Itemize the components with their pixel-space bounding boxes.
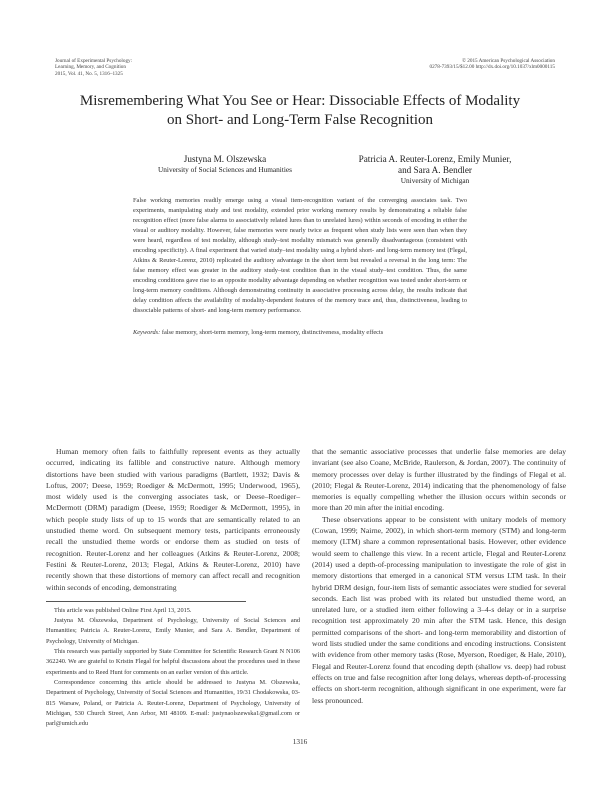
body-paragraph: Human memory often fails to faithfully represent events as they actually occurred, indicating its fallible and constructive nature. Although memory distortions have been studied with various paradigms (Bartlett, 1932; Davis & Loftus, 2007; Deese, 1959; Roediger & McDermott, 1995; Underwood, 1965), most widely used is the converging associates task, or Deese–Roediger–McDermott (DRM) paradigm (Deese, 1959; Roediger & McDermott, 1995), in which people study lists of up to 15 words that are semantically related to an unstudied theme word. On subsequent memory tests, participants erroneously recall the unstudied theme words or endorse them as studied on tests of recognition. Reuter-Lorenz and her colleagues (Atkins & Reuter-Lorenz, 2008; Festini & Reuter-Lorenz, 2013; Flegal, Atkins & Reuter-Lorenz, 2010) have recently shown that these distortions of memory can affect recall and recognition within seconds of encoding, demonstrating — [46, 447, 300, 592]
copyright-line: © 2015 American Psychological Association — [462, 58, 555, 64]
author-names: Patricia A. Reuter-Lorenz, Emily Munier, — [358, 154, 512, 164]
right-column — [312, 446, 566, 706]
footnote-divider — [46, 601, 246, 602]
copyright-info — [429, 58, 555, 71]
keywords-label: Keywords: — [133, 329, 161, 336]
journal-line: 2015, Vol. 41, No. 5, 1316–1325 — [55, 70, 123, 77]
author-block — [140, 154, 310, 174]
footnotes — [46, 606, 300, 730]
footnote: Correspondence concerning this article should be addressed to Justyna M. Olszewska, Department of Psychology, University of Social Sciences and Humanities, 19/31 Chodakowska, 03-815 Warsaw, Poland, or Patricia A. Reuter-Lorenz, Department of Psychology, University of Michigan, 530 Church Street, Ann Arbor, MI 48109. E-mail: justynaolszewska1@gmail.com or parl@umich.edu — [46, 678, 300, 728]
journal-citation — [55, 58, 132, 77]
footnote: This research was partially supported by State Committee for Scientific Research Grant N N106 362240. We are grateful to Kristin Flegal for helpful discussions about the procedures used in these experiments and to Reed Hunt for comments on an earlier version of this article. — [46, 648, 300, 676]
author-block — [320, 154, 550, 185]
abstract: False working memories readily emerge using a visual item-recognition variant of the converging associates task. Two experiments, manipulating study and test modality, extended prior working memory results by demonstrating a reliable false recognition effect (more false alarms to associatively related lures than to unrelated lures) within seconds of encoding in either the visual or auditory modality. However, false memories were nearly twice as frequent when study lists were seen than when they were heard, regardless of test modality, although study–test modality mismatch was generally disadvantageous (consistent with encoding specificity). A final experiment that varied study–test modality using a hybrid short- and long-term memory test (Flegal, Atkins & Reuter-Lorenz, 2010) replicated the auditory advantage in the short term but revealed a reversal in the long term: The false memory effect was greater in the auditory study–test condition than in the visual study–test condition. Thus, the same encoding conditions gave rise to an opposite modality advantage depending on whether recognition was tested under short-term or long-term memory conditions. Although demonstrating continuity in associative processing across delay, the results indicate that delay condition affects the availability of modality-dependent features of the memory trace and, thus, distinctiveness, leading to dissociable patterns of short- and long-term memory performance. — [133, 197, 467, 314]
body-paragraph: These observations appear to be consistent with unitary models of memory (Cowan, 1999; Nairne, 2002), in which short-term memory (STM) and long-term memory (LTM) share a common representational basis. However, other evidence would seem to challenge this view. In a recent article, Flegal and Reuter-Lorenz (2014) used a depth-of-processing manipulation to investigate the role of gist in memory distortions that emerged in a canonical STM versus LTM task. In their hybrid DRM design, four-item lists of semantic associates were studied for several seconds. Each list was probed with its related but unstudied theme word, an unrelated lure, or a studied item either following a 3–4-s delay or in a surprise recognition test approximately 20 min after the STM task. Hence, this design permitted comparisons of the short- and long-term memorability and distortion of word lists studied under the same conditions and encoding instructions. Consistent with evidence from other memory tasks (Rose, Myerson, Roediger, & Hale, 2010), Flegal and Reuter-Lorenz found that encoding depth (shallow vs. deep) had robust effects on true and false recognition after long delays, whereas depth-of-processing effects on short-term recognition, although significant in one experiment, were far less pronounced. — [312, 514, 566, 705]
author-affiliation: University of Michigan — [400, 176, 470, 185]
front-matter — [133, 196, 467, 338]
author-affiliation: University of Social Sciences and Humanities — [158, 165, 292, 174]
journal-line: Learning, Memory, and Cognition — [55, 64, 126, 71]
doi-line: 0278-7393/15/$12.00 http://dx.doi.org/10.1037/xlm0000115 — [429, 64, 555, 71]
footnote: Justyna M. Olszewska, Department of Psychology, University of Social Sciences and Humanities; Patricia A. Reuter-Lorenz, Emily Munier, and Sara A. Bendler, Department of Psychology, University of Michigan. — [46, 617, 300, 645]
title-line: on Short- and Long-Term False Recognition — [167, 112, 433, 128]
body-paragraph: that the semantic associative processes that underlie false memories are delay invariant (see also Coane, McBride, Raulerson, & Jordan, 2007). The continuity of memory processes over delay is further illustrated by the findings of Flegal et al. (2010; Flegal & Reuter-Lorenz, 2014) indicating that the phenomenology of false memories is equally compelling whether the illusion occurs within seconds or more than 20 min after the initial encoding. — [312, 447, 566, 513]
paper-title — [0, 92, 600, 130]
main-body — [46, 446, 566, 747]
author-names: and Sara A. Bendler — [398, 165, 472, 175]
keywords-text: false memory, short-term memory, long-term memory, distinctiveness, modality effects — [161, 329, 384, 336]
keywords — [133, 328, 467, 338]
footnote: This article was published Online First April 13, 2015. — [54, 606, 192, 614]
body-columns — [46, 446, 566, 729]
left-column — [46, 446, 300, 729]
author-names: Justyna M. Olszewska — [183, 154, 267, 164]
journal-line: Journal of Experimental Psychology: — [55, 58, 133, 64]
page-number: 1316 — [292, 737, 308, 747]
title-line: Misremembering What You See or Hear: Dissociable Effects of Modality — [79, 93, 521, 109]
